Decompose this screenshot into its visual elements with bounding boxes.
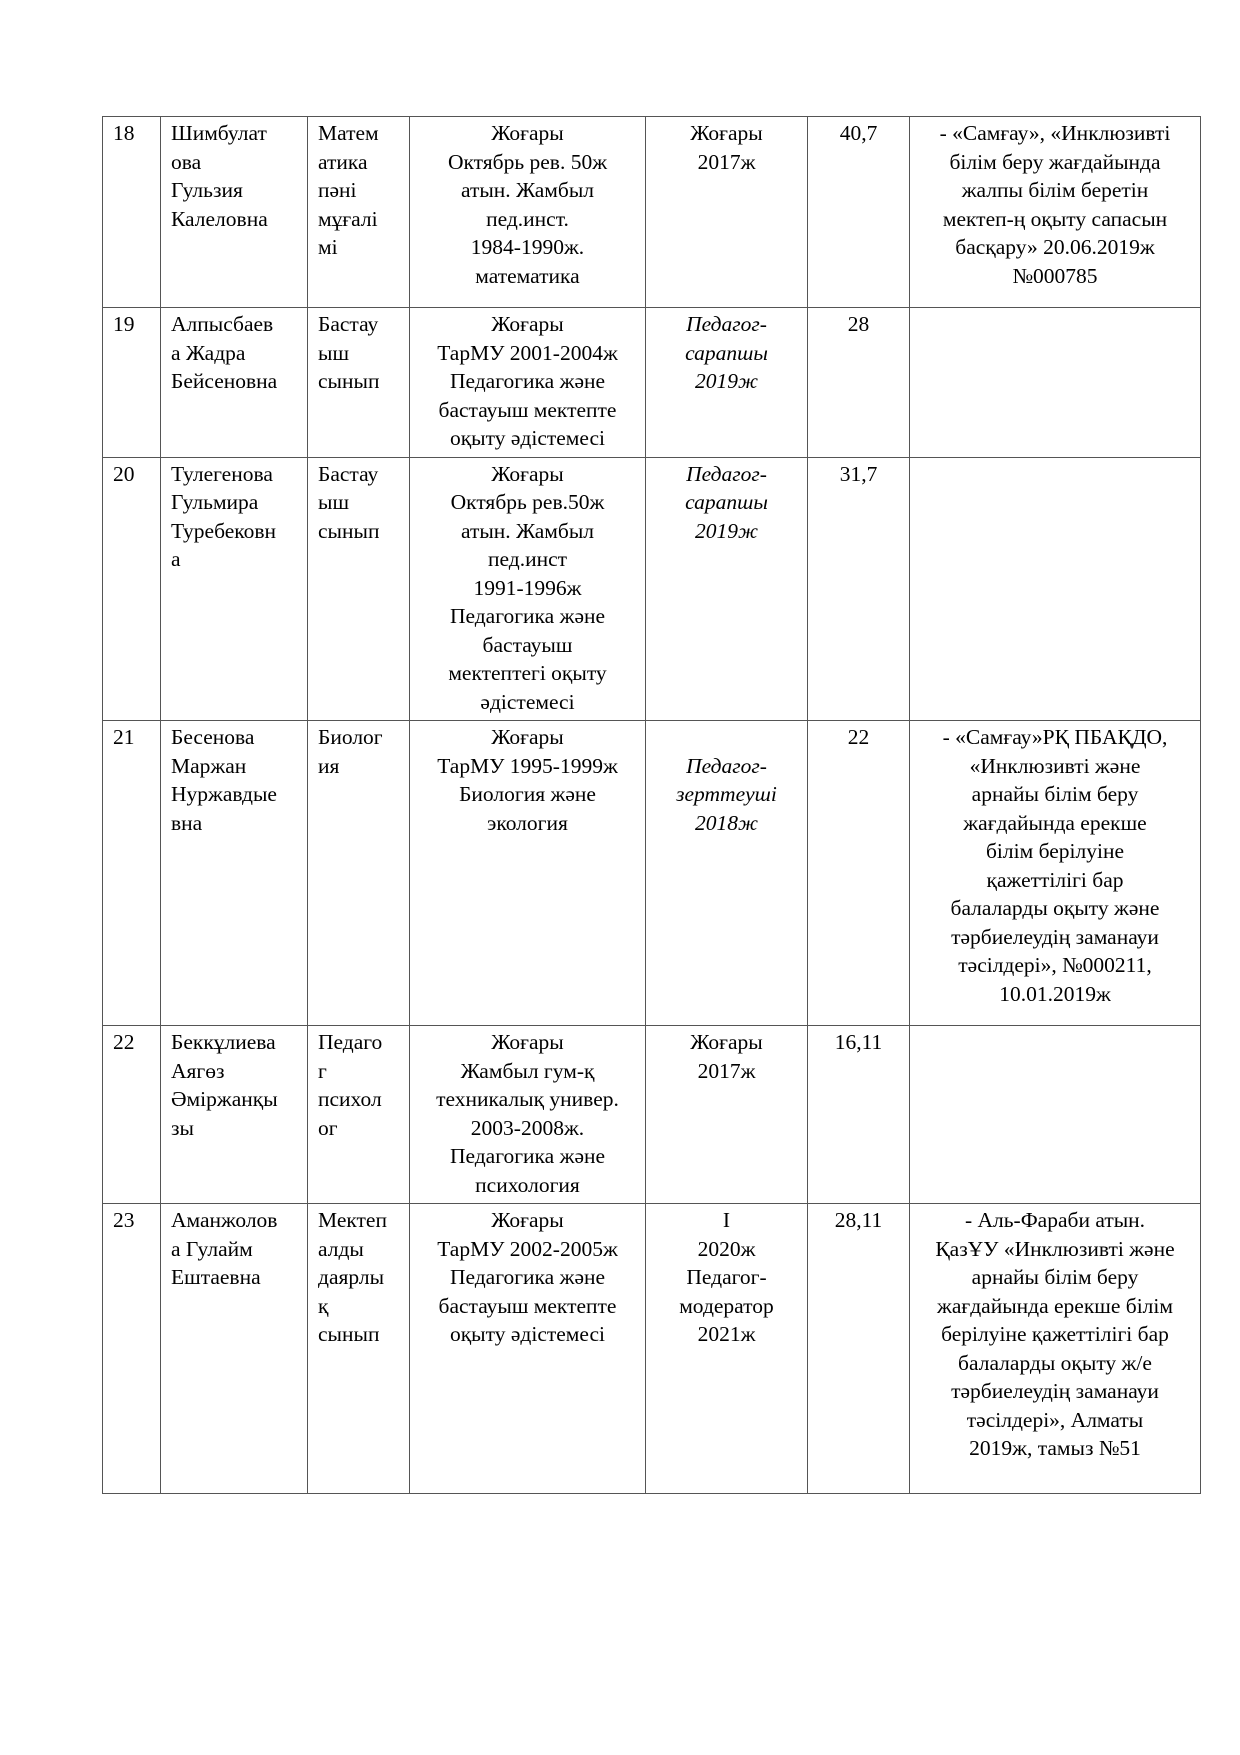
- teacher-name: [161, 117, 308, 308]
- cell-line: бастауыш: [482, 632, 573, 657]
- qualification-category: [646, 1026, 808, 1204]
- cell-line: қажеттілігі бар: [986, 867, 1124, 892]
- cell-line: зы: [171, 1115, 194, 1140]
- cell-line: Ештаевна: [171, 1265, 261, 1289]
- teacher-name: [161, 1204, 308, 1494]
- cell-line: Гульмира: [171, 490, 259, 514]
- qualification-category: [646, 1204, 808, 1494]
- qualification-category: [646, 721, 808, 1026]
- cell-line: Педагогика және: [449, 1265, 606, 1289]
- table-row: [103, 1026, 1201, 1204]
- subject: [308, 1026, 410, 1204]
- cell-line: тәсілдері», Алматы: [966, 1407, 1144, 1432]
- cell-line: тәсілдері», №000211,: [958, 953, 1152, 977]
- cell-line: г: [318, 1058, 327, 1083]
- cell-line: Октябрь рев. 50ж: [447, 149, 608, 174]
- cell-line: Жоғары: [491, 312, 564, 336]
- cell-line: Биология және: [459, 782, 596, 806]
- cell-line: жағдайында ерекше: [963, 810, 1147, 835]
- cell-line: №000785: [1012, 263, 1098, 288]
- subject: [308, 308, 410, 458]
- cell-line: атика: [318, 149, 368, 174]
- cell-line: 2020ж: [697, 1236, 756, 1261]
- table-row: [103, 117, 1201, 308]
- row-number: 19: [103, 308, 161, 458]
- table-row: [103, 721, 1201, 1026]
- subject: [308, 721, 410, 1026]
- cell-line: атын. Жамбыл: [460, 518, 595, 543]
- education: [410, 457, 646, 721]
- cell-line: Педагог-: [686, 312, 767, 336]
- cell-line: тәрбиелеудің заманауи: [951, 924, 1159, 949]
- cell-line: 2019ж: [695, 518, 758, 543]
- education: [410, 308, 646, 458]
- cell-line: Жоғары: [491, 1208, 564, 1232]
- cell-line: ыш: [318, 340, 350, 365]
- cell-line: а Гулайм: [171, 1236, 253, 1261]
- cell-line: даярлы: [318, 1265, 385, 1289]
- teacher-name: [161, 457, 308, 721]
- cell-line: Бейсеновна: [171, 369, 278, 393]
- training-courses: [910, 1204, 1201, 1494]
- cell-line: Педагог-: [686, 1265, 767, 1289]
- cell-line: 2017ж: [697, 1058, 756, 1083]
- cell-line: Жоғары: [491, 461, 564, 486]
- cell-line: тәрбиелеудің заманауи: [951, 1379, 1159, 1403]
- cell-line: Бастау: [318, 312, 379, 336]
- cell-line: I: [722, 1208, 731, 1232]
- cell-line: психология: [475, 1172, 580, 1197]
- cell-line: сарапшы: [685, 340, 768, 365]
- cell-line: Жоғары: [491, 725, 564, 749]
- cell-line: Маржан: [171, 753, 247, 778]
- work-experience: 31,7: [808, 457, 910, 721]
- cell-line: Матем: [318, 121, 379, 145]
- cell-line: балаларды оқыту және: [950, 896, 1160, 920]
- cell-line: экология: [487, 810, 568, 835]
- cell-line: Тулегенова: [171, 461, 273, 486]
- table-body: [103, 117, 1201, 1494]
- cell-line: Шимбулат: [171, 121, 267, 145]
- education: [410, 1204, 646, 1494]
- cell-line: ҚазҰУ «Инклюзивті және: [935, 1236, 1175, 1261]
- cell-line: Педагогика және: [449, 604, 606, 628]
- cell-line: Бастау: [318, 461, 379, 486]
- cell-line: ТарМУ 1995-1999ж: [437, 753, 618, 778]
- cell-line: Аягөз: [171, 1058, 225, 1083]
- table-row: [103, 308, 1201, 458]
- cell-line: мі: [318, 235, 338, 259]
- cell-line: 10.01.2019ж: [999, 981, 1111, 1006]
- cell-line: зерттеуші: [676, 782, 777, 806]
- qualification-category: [646, 457, 808, 721]
- work-experience: 40,7: [808, 117, 910, 308]
- cell-line: психол: [318, 1087, 382, 1111]
- cell-line: Жоғары: [690, 121, 763, 145]
- cell-line: Педагог-: [686, 461, 767, 486]
- cell-line: техникалық универ.: [436, 1087, 619, 1111]
- cell-line: ТарМУ 2001-2004ж: [437, 340, 618, 365]
- cell-line: 1991-1996ж: [473, 575, 582, 600]
- education: [410, 721, 646, 1026]
- cell-line: Педаго: [318, 1030, 383, 1054]
- work-experience: 22: [808, 721, 910, 1026]
- cell-line: Педагогика және: [449, 369, 606, 393]
- cell-line: - «Самғау»РҚ ПБАҚДО,: [942, 725, 1168, 749]
- subject: [308, 117, 410, 308]
- row-number: 21: [103, 721, 161, 1026]
- qualification-category: [646, 308, 808, 458]
- teacher-name: [161, 1026, 308, 1204]
- cell-line: Беккұлиева: [171, 1030, 276, 1054]
- cell-line: а Жадра: [171, 340, 246, 365]
- cell-line: Әміржанқы: [171, 1087, 278, 1111]
- cell-line: сынып: [318, 518, 380, 543]
- cell-line: ТарМУ 2002-2005ж: [437, 1236, 618, 1261]
- cell-line: пәні: [318, 178, 357, 202]
- cell-line: Жоғары: [491, 1030, 564, 1054]
- cell-line: Гульзия: [171, 178, 243, 202]
- cell-line: мектептегі оқыту: [448, 661, 607, 685]
- cell-line: математика: [475, 263, 580, 288]
- cell-line: Нуржавдые: [171, 782, 277, 806]
- cell-line: пед.инст: [487, 547, 568, 571]
- cell-line: сарапшы: [685, 490, 768, 514]
- cell-line: «Инклюзивті және: [969, 753, 1141, 778]
- education: [410, 117, 646, 308]
- row-number: 23: [103, 1204, 161, 1494]
- cell-line: арнайы білім беру: [971, 1265, 1139, 1289]
- cell-line: - «Самғау», «Инклюзивті: [939, 121, 1171, 145]
- cell-line: әдістемесі: [480, 689, 575, 714]
- cell-line: сынып: [318, 369, 380, 393]
- cell-line: қ: [318, 1293, 329, 1318]
- cell-line: а: [171, 547, 181, 571]
- cell-line: оқыту әдістемесі: [449, 1322, 605, 1346]
- row-number: 22: [103, 1026, 161, 1204]
- cell-line: балаларды оқыту ж/е: [958, 1350, 1152, 1375]
- cell-line: Туребековн: [171, 518, 277, 543]
- work-experience: 16,11: [808, 1026, 910, 1204]
- cell-line: бастауыш мектепте: [438, 397, 617, 422]
- work-experience: 28: [808, 308, 910, 458]
- cell-line: Жоғары: [491, 121, 564, 145]
- cell-line: арнайы білім беру: [971, 782, 1139, 806]
- cell-line: Бесенова: [171, 725, 255, 749]
- cell-line: Педагогика және: [449, 1144, 606, 1168]
- cell-line: [652, 723, 801, 752]
- cell-line: 2019ж: [695, 369, 758, 393]
- cell-line: Педагог-: [686, 753, 767, 778]
- cell-line: Мектеп: [318, 1208, 387, 1232]
- cell-line: атын. Жамбыл: [460, 178, 595, 202]
- cell-line: 1984-1990ж.: [470, 235, 585, 259]
- cell-line: 2019ж, тамыз №51: [969, 1436, 1141, 1460]
- subject: [308, 457, 410, 721]
- training-courses: [910, 457, 1201, 721]
- subject: [308, 1204, 410, 1494]
- education: [410, 1026, 646, 1204]
- row-number: 20: [103, 457, 161, 721]
- cell-line: Жоғары: [690, 1030, 763, 1054]
- cell-line: мектеп-ң оқыту сапасын: [942, 206, 1168, 231]
- cell-line: Жамбыл гум-қ: [460, 1058, 595, 1083]
- training-courses: [910, 721, 1201, 1026]
- cell-line: сынып: [318, 1322, 380, 1346]
- cell-line: білім берілуіне: [985, 839, 1125, 863]
- cell-line: Биолог: [318, 725, 383, 749]
- teacher-name: [161, 308, 308, 458]
- cell-line: ыш: [318, 490, 350, 514]
- cell-line: Аманжолов: [171, 1208, 278, 1232]
- qualification-category: [646, 117, 808, 308]
- teacher-name: [161, 721, 308, 1026]
- cell-line: оқыту әдістемесі: [449, 426, 605, 450]
- cell-line: жағдайында ерекше білім: [937, 1293, 1173, 1318]
- work-experience: 28,11: [808, 1204, 910, 1494]
- cell-line: ог: [318, 1115, 338, 1140]
- cell-line: пед.инст.: [486, 206, 569, 231]
- training-courses: [910, 1026, 1201, 1204]
- cell-line: Алпысбаев: [171, 312, 274, 336]
- training-courses: [910, 117, 1201, 308]
- cell-line: ия: [318, 753, 340, 778]
- cell-line: жалпы білім беретін: [961, 178, 1149, 202]
- row-number: 18: [103, 117, 161, 308]
- cell-line: бастауыш мектепте: [438, 1293, 617, 1318]
- cell-line: алды: [318, 1236, 364, 1261]
- cell-line: мұғалі: [318, 206, 378, 231]
- cell-line: вна: [171, 810, 203, 835]
- cell-line: білім беру жағдайында: [949, 149, 1161, 174]
- cell-line: ова: [171, 149, 202, 174]
- cell-line: берілуіне қажеттілігі бар: [941, 1322, 1169, 1346]
- cell-line: 2021ж: [697, 1322, 756, 1346]
- table-row: [103, 457, 1201, 721]
- cell-line: 2003-2008ж.: [470, 1115, 585, 1140]
- cell-line: модератор: [679, 1293, 774, 1318]
- cell-line: 2017ж: [697, 149, 756, 174]
- cell-line: Калеловна: [171, 206, 268, 231]
- cell-line: Октябрь рев.50ж: [450, 490, 605, 514]
- cell-line: - Аль-Фараби атын.: [964, 1208, 1146, 1232]
- training-courses: [910, 308, 1201, 458]
- table-row: [103, 1204, 1201, 1494]
- staff-table: [102, 116, 1201, 1494]
- cell-line: басқару» 20.06.2019ж: [955, 235, 1155, 259]
- cell-line: 2018ж: [695, 810, 758, 835]
